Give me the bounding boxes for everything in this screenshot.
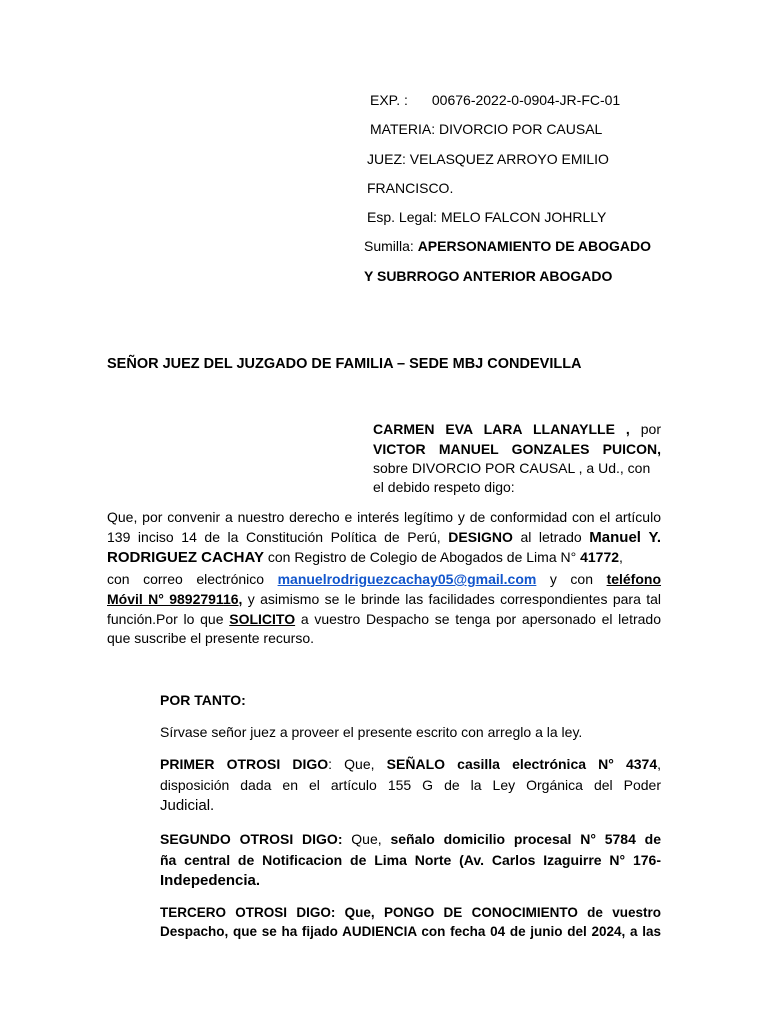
tercero-otrosi-line-2: Despacho, que se ha fijado AUDIENCIA con fecha 04 de junio del 2024, a las xyxy=(160,924,661,939)
exp-value: 00676-2022-0-0904-JR-FC-01 xyxy=(431,92,621,108)
movil-number: Móvil N° 989279116 xyxy=(107,591,239,607)
exp-line xyxy=(370,92,620,108)
petitioner-line-4: el debido respeto digo: xyxy=(373,479,515,495)
sumilla-line-1 xyxy=(364,238,651,254)
body-line-4: con correo electrónico manuelrodriguezcachay05@gmail.com y con teléfono xyxy=(107,571,662,587)
body-line-7: que suscribe el presente recurso. xyxy=(107,630,314,646)
segundo-otrosi-label: SEGUNDO OTROSI DIGO: xyxy=(160,831,343,847)
body-line-5: Móvil N° 989279116, y asimismo se le brinde las facilidades correspondientes para tal xyxy=(107,591,662,607)
casilla-electronica: casilla electrónica N° 4374 xyxy=(457,756,658,772)
sumilla-line-2: Y SUBRROGO ANTERIOR ABOGADO xyxy=(364,268,613,284)
primer-otrosi-label: PRIMER OTROSI DIGO xyxy=(160,756,329,772)
lawyer-last-name: RODRIGUEZ CACHAY xyxy=(107,549,264,566)
petitioner-line-2 xyxy=(373,441,661,457)
segundo-otrosi-line-3: Indepedencia. xyxy=(160,872,261,889)
primer-otrosi-line-2: disposición dada en el artículo 155 G de la Ley Orgánica del Poder xyxy=(160,777,661,793)
sumilla-text-1: APERSONAMIENTO DE ABOGADO xyxy=(417,238,652,254)
juez-line-2: FRANCISCO. xyxy=(367,180,454,196)
sirvase-line: Sírvase señor juez a proveer el presente escrito con arreglo a la ley. xyxy=(160,724,583,740)
primer-otrosi-line-1: PRIMER OTROSI DIGO: Que, SEÑALO casilla electrónica N° 4374, xyxy=(160,756,662,772)
designo-keyword: DESIGNO xyxy=(448,529,513,545)
body-line-1: Que, por convenir a nuestro derecho e interés legítimo y de conformidad con el artículo xyxy=(107,509,661,525)
materia-line: MATERIA: DIVORCIO POR CAUSAL xyxy=(370,121,603,137)
petitioner-name: CARMEN EVA LARA LLANAYLLE , xyxy=(373,421,630,437)
email-link[interactable]: manuelrodriguezcachay05@gmail.com xyxy=(277,571,537,587)
segundo-otrosi-line-2: ña central de Notificacion de Lima Norte (Av. Carlos Izaguirre N° 176- xyxy=(160,852,661,868)
esp-legal-line: Esp. Legal: MELO FALCON JOHRLLY xyxy=(367,209,607,225)
solicito-keyword: SOLICITO xyxy=(229,611,296,627)
sumilla-label: Sumilla: xyxy=(364,238,414,254)
por-tanto-heading: POR TANTO: xyxy=(160,692,246,708)
cal-number: 41772 xyxy=(580,549,620,565)
addressee-heading: SEÑOR JUEZ DEL JUZGADO DE FAMILIA – SEDE MBJ CONDEVILLA xyxy=(107,356,582,372)
tercero-otrosi-line-1: TERCERO OTROSI DIGO: Que, PONGO DE CONOCIMIENTO de vuestro xyxy=(160,905,661,920)
body-line-2: 139 inciso 14 de la Constitución Política de Perú, DESIGNO al letrado Manuel Y. xyxy=(107,529,662,546)
petitioner-line-3: sobre DIVORCIO POR CAUSAL , a Ud., con xyxy=(373,460,651,476)
lawyer-first-name: Manuel Y. xyxy=(589,529,662,546)
representative-name: VICTOR MANUEL GONZALES PUICON, xyxy=(373,441,661,457)
segundo-otrosi-line-1: SEGUNDO OTROSI DIGO: Que, señalo domicilio procesal N° 5784 de xyxy=(160,831,662,847)
petitioner-line-1 xyxy=(373,421,661,437)
body-line-6: función.Por lo que SOLICITO a vuestro Despacho se tenga por apersonado el letrado xyxy=(107,611,661,627)
petitioner-por: por xyxy=(640,421,661,437)
juez-line-1: JUEZ: VELASQUEZ ARROYO EMILIO xyxy=(367,151,609,167)
body-line-3: RODRIGUEZ CACHAY con Registro de Colegio de Abogados de Lima N° 41772, xyxy=(107,549,623,566)
senalo-keyword: SEÑALO xyxy=(386,756,446,772)
telefono-label: teléfono xyxy=(606,571,662,587)
primer-otrosi-line-3: Judicial. xyxy=(160,797,215,814)
exp-label: EXP. : xyxy=(370,92,408,108)
